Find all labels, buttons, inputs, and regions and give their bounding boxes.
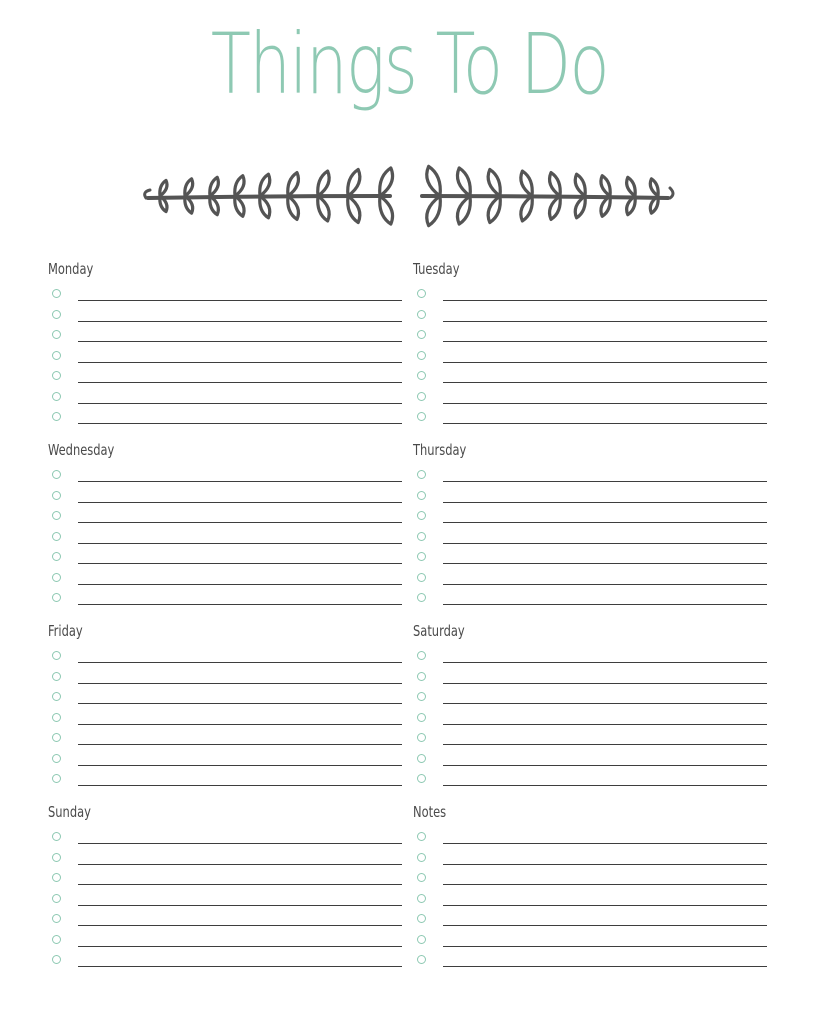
checkbox-circle[interactable]	[52, 894, 61, 903]
checkbox-circle[interactable]	[52, 873, 61, 882]
write-in-line[interactable]	[78, 905, 402, 906]
section-label: Thursday	[413, 441, 467, 459]
checkbox-circle[interactable]	[52, 573, 61, 582]
write-in-line[interactable]	[78, 946, 402, 947]
checklist-row	[413, 733, 767, 753]
write-in-line[interactable]	[78, 683, 402, 684]
checklist-row	[48, 832, 402, 852]
checkbox-circle[interactable]	[52, 289, 61, 298]
checkbox-circle[interactable]	[52, 532, 61, 541]
section-label: Friday	[48, 622, 83, 640]
write-in-line[interactable]	[443, 423, 767, 424]
write-in-line[interactable]	[443, 864, 767, 865]
checklist-row	[48, 935, 402, 955]
checkbox-circle[interactable]	[52, 935, 61, 944]
section-label: Wednesday	[48, 441, 115, 459]
checkbox-circle[interactable]	[417, 573, 426, 582]
write-in-line[interactable]	[78, 662, 402, 663]
checkbox-circle[interactable]	[52, 832, 61, 841]
checklist-row	[413, 470, 767, 490]
checkbox-circle[interactable]	[52, 330, 61, 339]
section-label: Monday	[48, 260, 94, 278]
section-label: Saturday	[413, 622, 465, 640]
checklist-row	[48, 330, 402, 350]
write-in-line[interactable]	[443, 522, 767, 523]
section-sunday	[48, 803, 402, 979]
laurel-branch-icon	[140, 150, 680, 240]
checklist-row	[413, 532, 767, 552]
write-in-line[interactable]	[78, 382, 402, 383]
checklist-row	[48, 310, 402, 330]
checklist-row	[48, 894, 402, 914]
checklist-row	[48, 733, 402, 753]
section-notes	[413, 803, 767, 979]
checklist-row	[413, 713, 767, 733]
checklist-row	[413, 573, 767, 593]
checkbox-circle[interactable]	[417, 853, 426, 862]
write-in-line[interactable]	[78, 785, 402, 786]
checklist-row	[413, 552, 767, 572]
write-in-line[interactable]	[443, 724, 767, 725]
write-in-line[interactable]	[443, 925, 767, 926]
write-in-line[interactable]	[78, 765, 402, 766]
write-in-line[interactable]	[78, 864, 402, 865]
checkbox-circle[interactable]	[52, 774, 61, 783]
checklist-row	[48, 470, 402, 490]
checkbox-circle[interactable]	[52, 412, 61, 421]
checklist-row	[48, 573, 402, 593]
write-in-line[interactable]	[443, 703, 767, 704]
checkbox-circle[interactable]	[417, 289, 426, 298]
write-in-line[interactable]	[443, 966, 767, 967]
checkbox-circle[interactable]	[417, 330, 426, 339]
checklist-row	[413, 774, 767, 794]
checkbox-circle[interactable]	[52, 853, 61, 862]
write-in-line[interactable]	[78, 966, 402, 967]
write-in-line[interactable]	[78, 341, 402, 342]
write-in-line[interactable]	[443, 300, 767, 301]
write-in-line[interactable]	[443, 744, 767, 745]
checklist-row	[413, 914, 767, 934]
checklist-row	[413, 491, 767, 511]
section-monday	[48, 260, 402, 436]
write-in-line[interactable]	[443, 584, 767, 585]
checklist-row	[48, 552, 402, 572]
write-in-line[interactable]	[443, 604, 767, 605]
checklist-row	[413, 894, 767, 914]
checkbox-circle[interactable]	[52, 371, 61, 380]
checklist-row	[413, 511, 767, 531]
checklist-row	[413, 873, 767, 893]
write-in-line[interactable]	[78, 724, 402, 725]
write-in-line[interactable]	[78, 362, 402, 363]
write-in-line[interactable]	[443, 543, 767, 544]
checkbox-circle[interactable]	[52, 392, 61, 401]
write-in-line[interactable]	[78, 604, 402, 605]
checkbox-circle[interactable]	[52, 651, 61, 660]
checkbox-circle[interactable]	[417, 491, 426, 500]
checkbox-circle[interactable]	[52, 491, 61, 500]
checklist-row	[48, 491, 402, 511]
checklist-row	[413, 935, 767, 955]
checkbox-circle[interactable]	[417, 651, 426, 660]
checklist-row	[413, 289, 767, 309]
checkbox-circle[interactable]	[417, 774, 426, 783]
checkbox-circle[interactable]	[52, 955, 61, 964]
checkbox-circle[interactable]	[417, 470, 426, 479]
section-wednesday	[48, 441, 402, 617]
write-in-line[interactable]	[443, 946, 767, 947]
checkbox-circle[interactable]	[417, 692, 426, 701]
checkbox-circle[interactable]	[417, 552, 426, 561]
checklist-row	[48, 692, 402, 712]
checkbox-circle[interactable]	[52, 593, 61, 602]
write-in-line[interactable]	[78, 703, 402, 704]
checklist-row	[48, 593, 402, 613]
checkbox-circle[interactable]	[417, 733, 426, 742]
checkbox-circle[interactable]	[52, 914, 61, 923]
checklist-row	[48, 392, 402, 412]
checklist-row	[48, 672, 402, 692]
checkbox-circle[interactable]	[52, 470, 61, 479]
checkbox-circle[interactable]	[52, 672, 61, 681]
checklist-row	[413, 392, 767, 412]
checkbox-circle[interactable]	[417, 914, 426, 923]
checklist-row	[48, 651, 402, 671]
checklist-row	[413, 692, 767, 712]
section-label: Notes	[413, 803, 447, 821]
write-in-line[interactable]	[443, 362, 767, 363]
section-label: Tuesday	[413, 260, 460, 278]
checkbox-circle[interactable]	[417, 955, 426, 964]
checkbox-circle[interactable]	[417, 351, 426, 360]
checklist-row	[48, 853, 402, 873]
write-in-line[interactable]	[443, 341, 767, 342]
checkbox-circle[interactable]	[52, 310, 61, 319]
checklist-row	[413, 832, 767, 852]
section-tuesday	[413, 260, 767, 436]
checklist-row	[48, 713, 402, 733]
checkbox-circle[interactable]	[52, 733, 61, 742]
section-saturday	[413, 622, 767, 798]
write-in-line[interactable]	[443, 905, 767, 906]
checkbox-circle[interactable]	[52, 713, 61, 722]
write-in-line[interactable]	[78, 423, 402, 424]
checkbox-circle[interactable]	[417, 532, 426, 541]
checkbox-circle[interactable]	[417, 511, 426, 520]
checkbox-circle[interactable]	[417, 593, 426, 602]
write-in-line[interactable]	[443, 481, 767, 482]
checklist-row	[48, 873, 402, 893]
checklist-row	[413, 310, 767, 330]
write-in-line[interactable]	[443, 502, 767, 503]
checklist-row	[413, 351, 767, 371]
checklist-row	[48, 914, 402, 934]
checklist-row	[413, 754, 767, 774]
checkbox-circle[interactable]	[52, 511, 61, 520]
checkbox-circle[interactable]	[417, 754, 426, 763]
checkbox-circle[interactable]	[417, 832, 426, 841]
checklist-row	[48, 511, 402, 531]
checkbox-circle[interactable]	[417, 672, 426, 681]
checklist-row	[413, 955, 767, 975]
write-in-line[interactable]	[443, 321, 767, 322]
checklist-row	[48, 351, 402, 371]
checkbox-circle[interactable]	[417, 935, 426, 944]
checkbox-circle[interactable]	[417, 873, 426, 882]
checklist-row	[48, 754, 402, 774]
write-in-line[interactable]	[78, 300, 402, 301]
write-in-line[interactable]	[78, 522, 402, 523]
checkbox-circle[interactable]	[417, 310, 426, 319]
write-in-line[interactable]	[443, 382, 767, 383]
checklist-row	[413, 330, 767, 350]
checklist-row	[413, 672, 767, 692]
checklist-row	[413, 853, 767, 873]
checklist-row	[413, 371, 767, 391]
write-in-line[interactable]	[78, 481, 402, 482]
write-in-line[interactable]	[443, 403, 767, 404]
write-in-line[interactable]	[443, 683, 767, 684]
write-in-line[interactable]	[78, 925, 402, 926]
write-in-line[interactable]	[78, 403, 402, 404]
checkbox-circle[interactable]	[417, 894, 426, 903]
checklist-row	[48, 412, 402, 432]
write-in-line[interactable]	[78, 884, 402, 885]
checkbox-circle[interactable]	[52, 754, 61, 763]
write-in-line[interactable]	[443, 563, 767, 564]
checklist-row	[413, 593, 767, 613]
write-in-line[interactable]	[443, 662, 767, 663]
section-label: Sunday	[48, 803, 91, 821]
checklist-row	[48, 371, 402, 391]
checkbox-circle[interactable]	[417, 371, 426, 380]
write-in-line[interactable]	[443, 843, 767, 844]
write-in-line[interactable]	[443, 785, 767, 786]
write-in-line[interactable]	[78, 543, 402, 544]
write-in-line[interactable]	[78, 584, 402, 585]
write-in-line[interactable]	[78, 744, 402, 745]
checklist-row	[413, 651, 767, 671]
checklist-row	[48, 289, 402, 309]
write-in-line[interactable]	[78, 321, 402, 322]
write-in-line[interactable]	[78, 502, 402, 503]
checkbox-circle[interactable]	[417, 713, 426, 722]
write-in-line[interactable]	[78, 563, 402, 564]
write-in-line[interactable]	[78, 843, 402, 844]
checklist-row	[48, 955, 402, 975]
checkbox-circle[interactable]	[52, 552, 61, 561]
write-in-line[interactable]	[443, 765, 767, 766]
section-friday	[48, 622, 402, 798]
write-in-line[interactable]	[443, 884, 767, 885]
checklist-row	[48, 532, 402, 552]
page-title: Things To Do	[210, 15, 609, 113]
checkbox-circle[interactable]	[417, 412, 426, 421]
checklist-row	[413, 412, 767, 432]
checkbox-circle[interactable]	[52, 351, 61, 360]
checklist-row	[48, 774, 402, 794]
checkbox-circle[interactable]	[52, 692, 61, 701]
checkbox-circle[interactable]	[417, 392, 426, 401]
section-thursday	[413, 441, 767, 617]
